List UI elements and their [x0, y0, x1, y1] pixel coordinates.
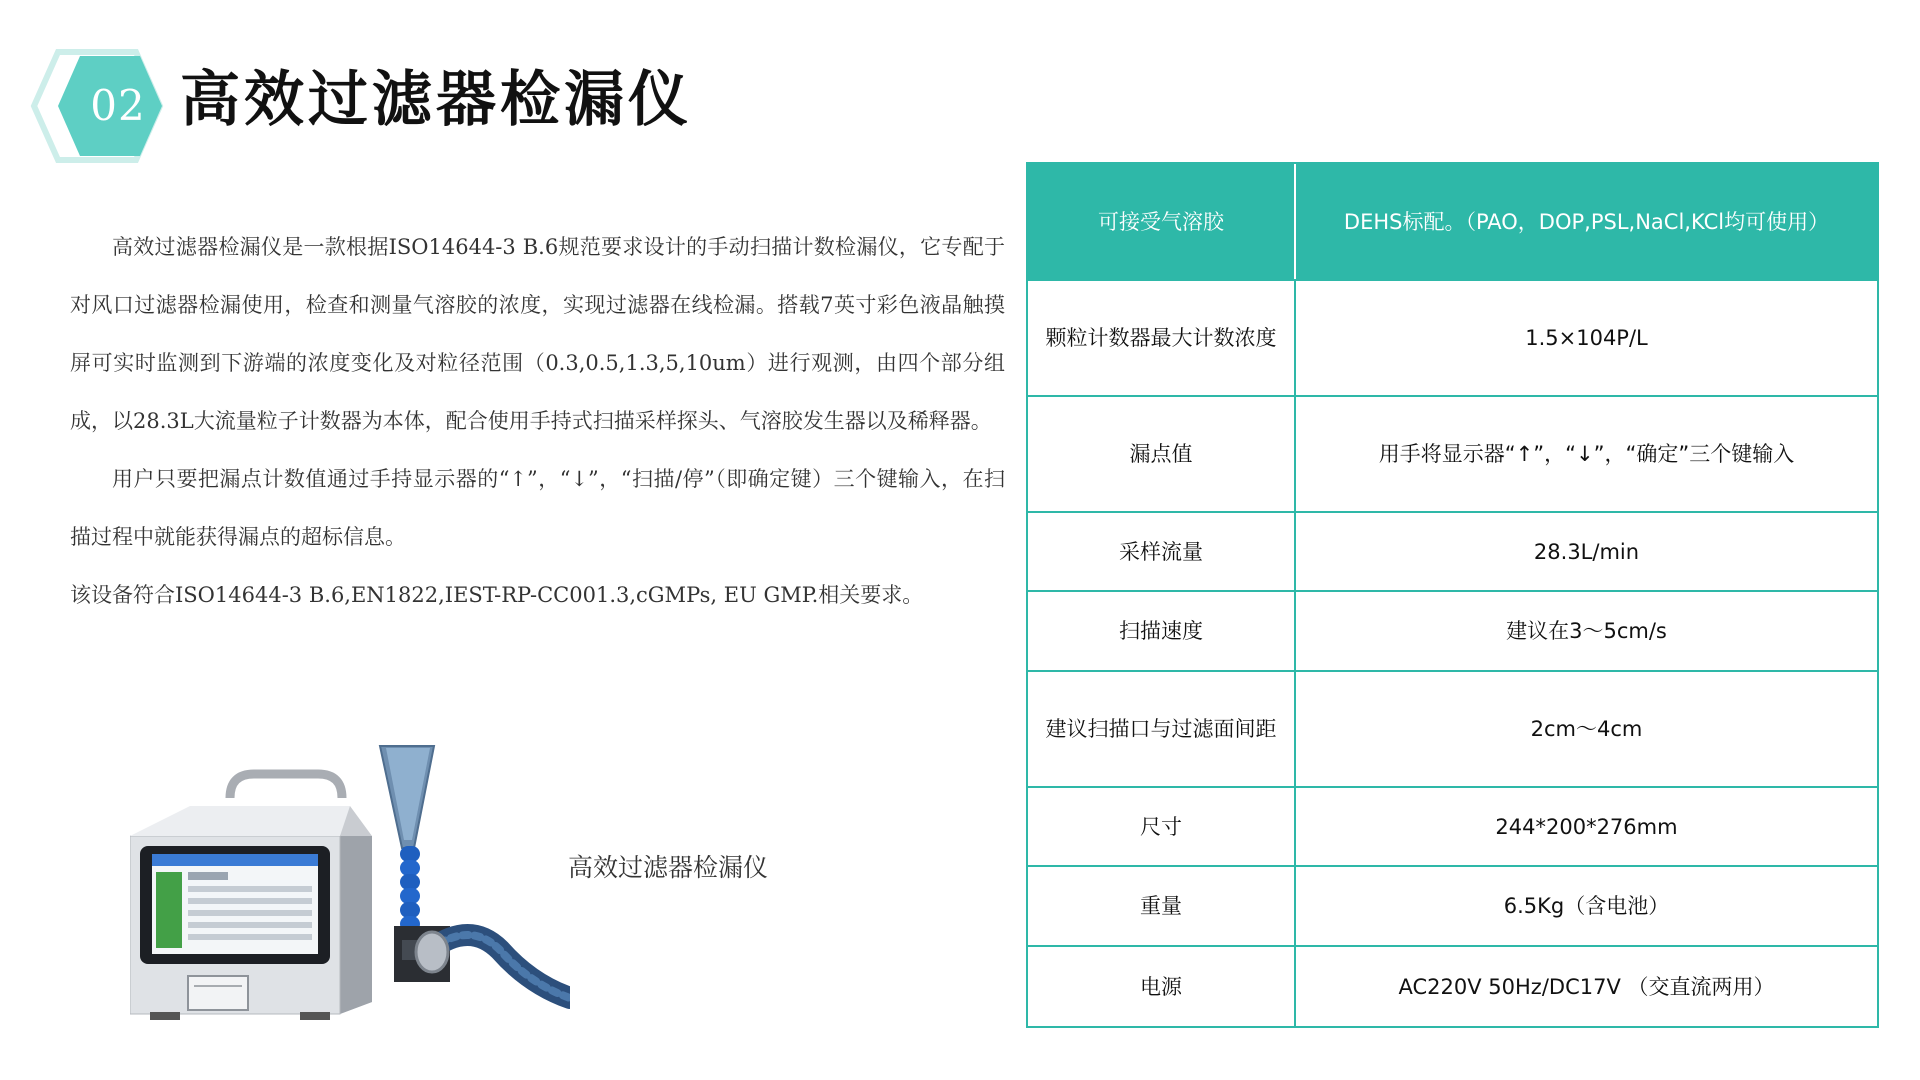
spec-key: 颗粒计数器最大计数浓度 — [1028, 280, 1295, 396]
spec-key: 建议扫描口与过滤面间距 — [1028, 671, 1295, 787]
section-number: 02 — [90, 81, 146, 130]
spec-value: 1.5×104P/L — [1295, 280, 1877, 396]
table-row — [1028, 396, 1877, 512]
spec-value: AC220V 50Hz/DC17V （交直流两用） — [1398, 974, 1775, 999]
spec-key: 尺寸 — [1028, 787, 1295, 866]
spec-key: 漏点值 — [1028, 396, 1295, 512]
description-paragraph-3: 该设备符合ISO14644-3 B.6,EN1822,IEST-RP-CC001.3,cGMPs, EU GMP.相关要求。 — [70, 583, 924, 607]
spec-value: 建议在3～5cm/s — [1295, 591, 1877, 671]
table-row — [1028, 512, 1877, 591]
device-caption: 高效过滤器检漏仪 — [568, 853, 769, 882]
spec-value: 用手将显示器“↑”，“↓”，“确定”三个键输入 — [1295, 396, 1877, 512]
spec-table — [1026, 162, 1879, 1028]
spec-key: 采样流量 — [1028, 512, 1295, 591]
spec-key: 扫描速度 — [1028, 591, 1295, 671]
spec-value: 2cm～4cm — [1295, 671, 1877, 787]
product-description — [70, 218, 1005, 624]
description-paragraph-1: 高效过滤器检漏仪是一款根据ISO14644-3 B.6规范要求设计的手动扫描计数检漏仪，它专配于对风口过滤器检漏使用，检查和测量气溶胶的浓度，实现过滤器在线检漏。搭载7英寸彩色液晶触摸屏可实时监测到下游端的浓度变化及对粒径范围（0.3,0.5,1.3,5,10um）进行观测，由四个部分组成，以28.3L大流量粒子计数器为本体，配合使用手持式扫描采样探头、气溶胶发生器以及稀释器。 — [70, 235, 1005, 433]
table-row — [1028, 866, 1877, 946]
device-illustration — [130, 740, 570, 1020]
table-row — [1028, 591, 1877, 671]
spec-key: 可接受气溶胶 — [1028, 164, 1295, 280]
spec-key: 重量 — [1028, 866, 1295, 946]
description-paragraph-2: 用户只要把漏点计数值通过手持显示器的“↑”，“↓”，“扫描/停”（即确定键）三个键输入，在扫描过程中就能获得漏点的超标信息。 — [70, 467, 1005, 549]
spec-key: 电源 — [1028, 946, 1295, 1026]
table-row — [1028, 671, 1877, 787]
section-number-badge — [28, 48, 168, 164]
spec-value: 244*200*276mm — [1295, 787, 1877, 866]
spec-value: DEHS标配。（PAO，DOP,PSL,NaCl,KCl均可使用） — [1295, 164, 1877, 280]
spec-value: 28.3L/min — [1295, 512, 1877, 591]
table-row — [1028, 280, 1877, 396]
table-row — [1028, 787, 1877, 866]
table-row — [1028, 946, 1877, 1026]
table-row — [1028, 164, 1877, 280]
page-title: 高效过滤器检漏仪 — [180, 65, 692, 135]
spec-value: 6.5Kg（含电池） — [1295, 866, 1877, 946]
